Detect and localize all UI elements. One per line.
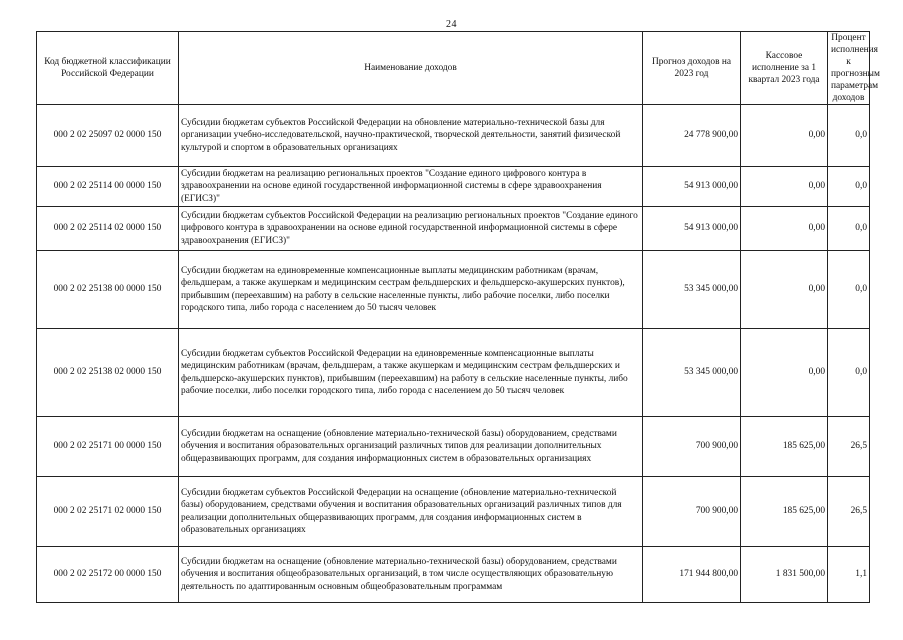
cash-value: 0,00 bbox=[741, 105, 828, 167]
column-header-percent: Процент исполнения к прогнозным параметрам доходов bbox=[828, 32, 870, 105]
budget-code: 000 2 02 25097 02 0000 150 bbox=[37, 105, 179, 167]
revenue-name: Субсидии бюджетам на оснащение (обновление материально-технической базы) оборудованием, средствами обучения и воспитания образовательных организаций различных типов для реализации дополнительных общеразвивающих программ, для создания информационных систем в образовательных организациях bbox=[179, 417, 643, 477]
percent-value: 0,0 bbox=[828, 167, 870, 207]
table-header-row bbox=[37, 32, 870, 105]
cash-value: 0,00 bbox=[741, 251, 828, 329]
revenue-name: Субсидии бюджетам субъектов Российской Федерации на оснащение (обновление материально-технической базы) оборудованием, средствами обучения и воспитания образовательных организаций различных типов для реализации дополнительных общеразвивающих программ, для создания информационных систем в образовательных организациях bbox=[179, 477, 643, 547]
budget-code: 000 2 02 25114 02 0000 150 bbox=[37, 207, 179, 251]
budget-code: 000 2 02 25172 00 0000 150 bbox=[37, 547, 179, 603]
revenue-name: Субсидии бюджетам на реализацию региональных проектов "Создание единого цифрового контура в здравоохранении на основе единой государственной информационной системы в сфере здравоохранения (ЕГИСЗ)" bbox=[179, 167, 643, 207]
budget-code: 000 2 02 25114 00 0000 150 bbox=[37, 167, 179, 207]
cash-value: 0,00 bbox=[741, 167, 828, 207]
forecast-value: 53 345 000,00 bbox=[643, 329, 741, 417]
budget-code: 000 2 02 25171 00 0000 150 bbox=[37, 417, 179, 477]
percent-value: 0,0 bbox=[828, 329, 870, 417]
revenue-table bbox=[36, 31, 880, 603]
percent-value: 0,0 bbox=[828, 251, 870, 329]
cash-value: 185 625,00 bbox=[741, 477, 828, 547]
budget-code: 000 2 02 25138 00 0000 150 bbox=[37, 251, 179, 329]
revenue-name: Субсидии бюджетам субъектов Российской Федерации на обновление материально-технической базы для организации учебно-исследовательской, научно-практической, творческой деятельности, занятий физической культурой и спортом в образовательных организациях bbox=[179, 105, 643, 167]
forecast-value: 54 913 000,00 bbox=[643, 167, 741, 207]
page-number: 24 bbox=[446, 19, 457, 30]
cash-value: 1 831 500,00 bbox=[741, 547, 828, 603]
forecast-value: 171 944 800,00 bbox=[643, 547, 741, 603]
cash-value: 0,00 bbox=[741, 207, 828, 251]
forecast-value: 700 900,00 bbox=[643, 477, 741, 547]
table-row bbox=[37, 105, 870, 167]
column-header-code: Код бюджетной классификации Российской Федерации bbox=[37, 32, 179, 105]
revenue-name: Субсидии бюджетам субъектов Российской Федерации на реализацию региональных проектов "Создание единого цифрового контура в здравоохранении на основе единой государственной информационной системы в сфере здравоохранения (ЕГИСЗ)" bbox=[179, 207, 643, 251]
forecast-value: 54 913 000,00 bbox=[643, 207, 741, 251]
forecast-value: 700 900,00 bbox=[643, 417, 741, 477]
table-row bbox=[37, 477, 870, 547]
table-row bbox=[37, 167, 870, 207]
forecast-value: 24 778 900,00 bbox=[643, 105, 741, 167]
column-header-forecast: Прогноз доходов на 2023 год bbox=[643, 32, 741, 105]
table-row bbox=[37, 329, 870, 417]
percent-value: 0,0 bbox=[828, 105, 870, 167]
percent-value: 0,0 bbox=[828, 207, 870, 251]
column-header-name: Наименование доходов bbox=[179, 32, 643, 105]
revenue-name: Субсидии бюджетам на единовременные компенсационные выплаты медицинским работникам (врачам, фельдшерам, а также акушеркам и медицинским сестрам фельдшерских и фельдшерско-акушерских пунктов), прибывшим (переехавшим) на работу в сельские населенные пункты, либо рабочие поселки, либо поселки городского типа, либо города с населением до 50 тысяч человек bbox=[179, 251, 643, 329]
revenue-name: Субсидии бюджетам субъектов Российской Федерации на единовременные компенсационные выплаты медицинским работникам (врачам, фельдшерам, а также акушеркам и медицинским сестрам фельдшерских и фельдшерско-акушерских пунктов), прибывшим (переехавшим) на работу в сельские населенные пункты, либо рабочие поселки, либо поселки городского типа, либо города с населением до 50 тысяч человек bbox=[179, 329, 643, 417]
cash-value: 0,00 bbox=[741, 329, 828, 417]
revenue-name: Субсидии бюджетам на оснащение (обновление материально-технической базы) оборудованием, средствами обучения и воспитания общеобразовательных организаций, в том числе осуществляющих образовательную деятельность по адаптированным основным общеобразовательным программам bbox=[179, 547, 643, 603]
table-row bbox=[37, 251, 870, 329]
budget-code: 000 2 02 25171 02 0000 150 bbox=[37, 477, 179, 547]
forecast-value: 53 345 000,00 bbox=[643, 251, 741, 329]
table-row bbox=[37, 207, 870, 251]
percent-value: 26,5 bbox=[828, 417, 870, 477]
table-row bbox=[37, 417, 870, 477]
percent-value: 1,1 bbox=[828, 547, 870, 603]
column-header-cash: Кассовое исполнение за 1 квартал 2023 года bbox=[741, 32, 828, 105]
cash-value: 185 625,00 bbox=[741, 417, 828, 477]
table-row bbox=[37, 547, 870, 603]
budget-code: 000 2 02 25138 02 0000 150 bbox=[37, 329, 179, 417]
percent-value: 26,5 bbox=[828, 477, 870, 547]
